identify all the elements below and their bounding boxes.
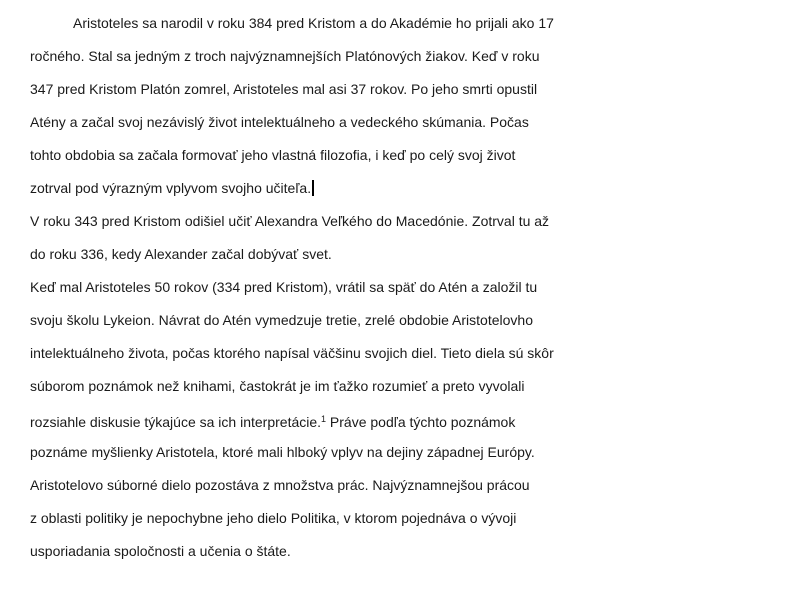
paragraph-line: usporiadania spoločnosti a učenia o štáte. — [30, 543, 291, 559]
paragraph-line: Keď mal Aristoteles 50 rokov (334 pred Kristom), vrátil sa späť do Atén a založil tu — [30, 279, 538, 295]
paragraph-line: Aristotelovo súborné dielo pozostáva z množstva prác. Najvýznamnejšou prácou — [30, 477, 530, 493]
paragraph-line: Aristoteles sa narodil v roku 384 pred Kristom a do Akadémie ho prijali ako 17 — [73, 15, 554, 31]
paragraph-line: do roku 336, kedy Alexander začal dobývať svet. — [30, 246, 332, 262]
paragraph-line-tail: Práve podľa týchto poznámok — [326, 414, 516, 430]
paragraph-line: z oblasti politiky je nepochybne jeho dielo Politika, v ktorom pojednáva o vývoji — [30, 510, 517, 526]
footnote-reference[interactable]: 1 — [321, 414, 327, 424]
paragraph-line: súborom poznámok než knihami, častokrát je im ťažko rozumieť a preto vyvolali — [30, 378, 525, 394]
paragraph-line: tohto obdobia sa začala formovať jeho vlastná filozofia, i keď po celý svoj život — [30, 147, 516, 163]
paragraph-line: svoju školu Lykeion. Návrat do Atén vymedzuje tretie, zrelé obdobie Aristotelovho — [30, 312, 533, 328]
paragraph-line-text: rozsiahle diskusie týkajúce sa ich interpretácie. — [30, 414, 322, 430]
paragraph-line: ročného. Stal sa jedným z troch najvýznamnejších Platónových žiakov. Keď v roku — [30, 48, 540, 64]
paragraph-line: intelektuálneho života, počas ktorého napísal väčšinu svojich diel. Tieto diela sú skôr — [30, 345, 554, 361]
paragraph-line: 347 pred Kristom Platón zomrel, Aristoteles mal asi 37 rokov. Po jeho smrti opustil — [30, 81, 538, 97]
paragraph-line: Atény a začal svoj nezávislý život intelektuálneho a vedeckého skúmania. Počas — [30, 114, 529, 130]
paragraph-line-with-caret[interactable] — [30, 179, 314, 197]
text-cursor — [312, 180, 314, 196]
paragraph-line — [30, 410, 515, 428]
paragraph-line: poznáme myšlienky Aristotela, ktoré mali hlboký vplyv na dejiny západnej Európy. — [30, 444, 535, 460]
paragraph-line-text: zotrval pod výrazným vplyvom svojho učiteľa. — [30, 180, 312, 196]
paragraph-line: V roku 343 pred Kristom odišiel učiť Alexandra Veľkého do Macedónie. Zotrval tu až — [30, 213, 550, 229]
